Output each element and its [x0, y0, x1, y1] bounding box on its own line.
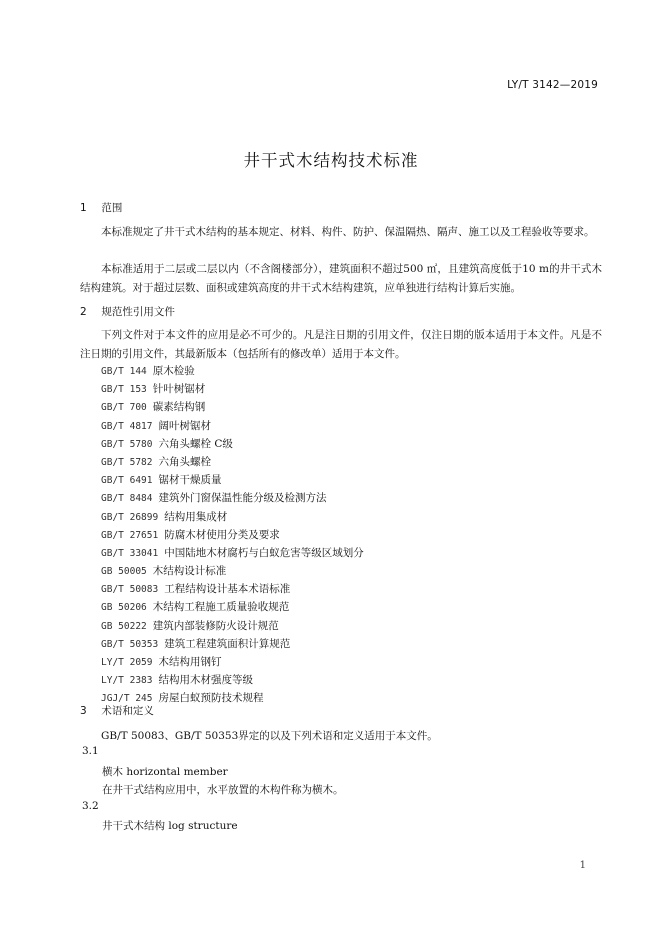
reference-title: 建筑外门窗保温性能分级及检测方法: [158, 492, 327, 505]
section-1-heading: [80, 200, 122, 215]
reference-item: [101, 562, 364, 580]
reference-title: 碳素结构钢: [152, 401, 206, 414]
reference-code: GB/T 27651: [101, 529, 159, 541]
reference-item: [101, 598, 364, 616]
section-title: 术语和定义: [101, 705, 154, 717]
reference-title: 木结构设计标准: [152, 565, 227, 578]
term-number: 3.1: [82, 745, 99, 757]
reference-code: GB/T 33041: [101, 547, 159, 559]
reference-code: GB 50222: [101, 620, 147, 632]
reference-title: 防腐木材使用分类及要求: [164, 528, 280, 541]
term-number: 3.2: [82, 800, 99, 812]
reference-title: 建筑工程建筑面积计算规范: [164, 637, 291, 650]
reference-code: LY/T 2059: [101, 657, 153, 668]
reference-title: 原木检验: [152, 365, 195, 377]
scope-paragraph-2: 本标准适用于二层或二层以内（不含阁楼部分），建筑面积不超过500 ㎡，且建筑高度低于10 m的井干式木结构建筑。对于超过层数、面积或建筑高度的井干式木结构建筑，应单独进行结构计算后实施。: [80, 263, 602, 294]
reference-code: GB/T 700: [101, 402, 147, 414]
reference-title: 锯材干燥质量: [158, 474, 222, 487]
reference-item: [101, 417, 364, 435]
reference-code: GB/T 144: [101, 366, 147, 377]
section-title: 范围: [101, 202, 123, 214]
reference-item: [101, 526, 364, 544]
document-title: 井干式木结构技术标准: [243, 151, 419, 170]
reference-code: GB/T 4817: [101, 420, 153, 432]
reference-title: 结构用木材强度等级: [158, 674, 253, 687]
reference-item: [101, 544, 364, 562]
reference-code: GB/T 6491: [101, 475, 153, 487]
term-name: 横木 horizontal member: [102, 766, 228, 778]
reference-title: 中国陆地木材腐朽与白蚁危害等级区域划分: [164, 546, 364, 559]
reference-title: 房屋白蚁预防技术规程: [158, 692, 264, 705]
reference-code: GB/T 50083: [101, 584, 159, 596]
reference-item: [101, 453, 364, 471]
reference-code: GB/T 26899: [101, 511, 159, 523]
reference-code: LY/T 2383: [101, 675, 153, 687]
section-number: 2: [80, 306, 87, 318]
reference-code: GB/T 8484: [101, 493, 153, 505]
reference-list: [101, 362, 364, 708]
scope-paragraph-1: 本标准规定了井干式木结构的基本规定、材料、构件、防护、保温隔热、隔声、施工以及工程验收等要求。: [101, 226, 595, 238]
section-title: 规范性引用文件: [101, 306, 175, 318]
reference-item: [101, 653, 364, 671]
reference-item: [101, 617, 364, 635]
reference-code: GB/T 50353: [101, 638, 159, 650]
reference-item: [101, 635, 364, 653]
section-3-heading: [80, 703, 154, 718]
reference-title: 阔叶树锯材: [158, 419, 211, 432]
reference-item: [101, 471, 364, 489]
term-definition: 在井干式结构应用中，水平放置的木构件称为横木。: [102, 784, 344, 796]
section-number: 1: [80, 202, 87, 214]
reference-title: 六角头螺栓 C级: [158, 437, 233, 450]
page-number: 1: [579, 860, 586, 871]
reference-title: 建筑内部装修防火设计规范: [152, 619, 279, 632]
reference-title: 结构用集成材: [164, 510, 228, 523]
reference-item: [101, 435, 364, 453]
reference-title: 木结构工程施工质量验收规范: [152, 601, 290, 614]
reference-item: [101, 362, 364, 380]
reference-title: 六角头螺栓: [158, 455, 211, 468]
section-2-heading: [80, 304, 175, 319]
reference-item: [101, 508, 364, 526]
reference-item: [101, 380, 364, 398]
reference-title: 工程结构设计基本术语标准: [164, 583, 291, 596]
reference-title: 木结构用钢钉: [158, 656, 222, 668]
reference-item: [101, 398, 364, 416]
reference-code: GB 50206: [101, 602, 147, 614]
reference-code: GB/T 153: [101, 384, 147, 396]
reference-item: [101, 489, 364, 507]
reference-code: GB/T 5782: [101, 456, 153, 468]
standard-number: LY/T 3142—2019: [507, 79, 598, 91]
terms-intro: GB/T 50083、GB/T 50353界定的以及下列术语和定义适用于本文件。: [101, 730, 438, 742]
references-intro: 下列文件对于本文件的应用是必不可少的。凡是注日期的引用文件，仅注日期的版本适用于本文件。凡是不注日期的引用文件，其最新版本（包括所有的修改单）适用于本文件。: [80, 329, 602, 360]
reference-code: GB 50005: [101, 566, 147, 578]
reference-item: [101, 671, 364, 689]
term-name: 井干式木结构 log structure: [102, 820, 238, 832]
section-number: 3: [80, 705, 87, 717]
reference-code: JGJ/T 245: [101, 693, 153, 705]
reference-title: 针叶树锯材: [152, 383, 206, 396]
reference-item: [101, 580, 364, 598]
reference-code: GB/T 5780: [101, 438, 153, 450]
